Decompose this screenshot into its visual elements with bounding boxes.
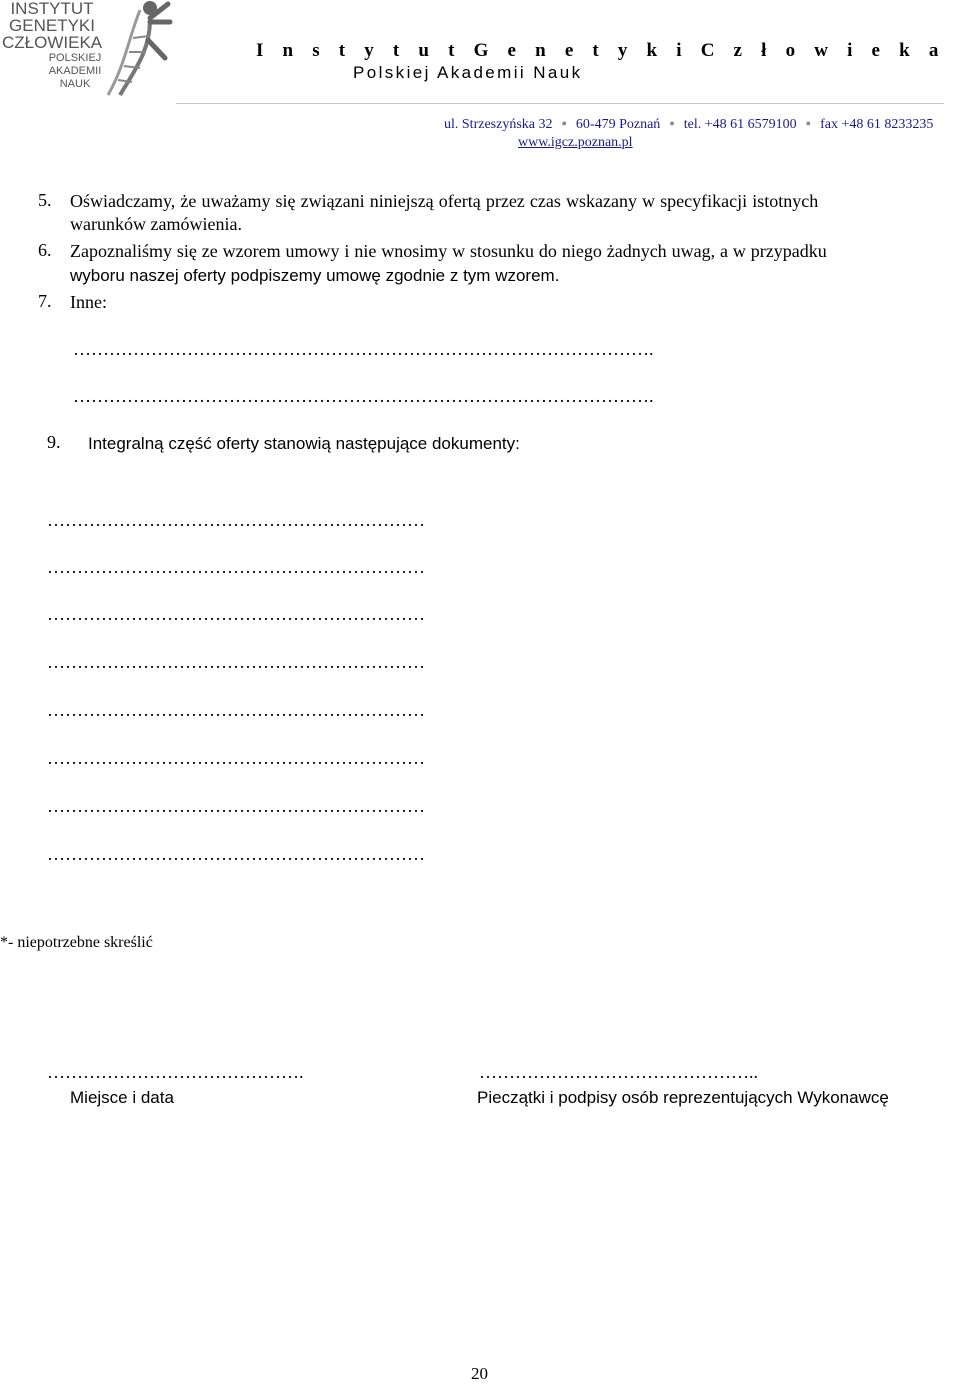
item-number: 7. — [38, 291, 52, 311]
contact-line — [444, 117, 933, 133]
logo-line: INSTYTUT — [10, 0, 94, 18]
document-line[interactable]: ……………………………………………………… — [47, 796, 425, 816]
item-number: 5. — [38, 190, 52, 210]
bullet-icon: ● — [561, 118, 567, 128]
place-date-label: Miejsce i data — [70, 1088, 174, 1107]
item5-text-line1: Oświadczamy, że uważamy się związani niniejszą ofertą przez czas wskazany w specyfikacji istotnych — [70, 191, 819, 211]
item5-text-line2: warunków zamówienia. — [70, 214, 242, 234]
bullet-icon: ● — [669, 118, 675, 128]
bullet-icon: ● — [805, 118, 812, 128]
document-line[interactable]: ……………………………………………………… — [47, 748, 425, 768]
header-divider — [176, 103, 944, 104]
item-number: 9. — [47, 432, 61, 452]
logo-line: POLSKIEJ — [48, 52, 102, 64]
institute-name: I n s t y t u t G e n e t y k i C z ł o w i e k a — [256, 40, 946, 61]
place-date-line[interactable]: ……………………………………. — [47, 1062, 304, 1082]
logo-line: AKADEMII — [48, 65, 102, 77]
signature-line[interactable]: ……………………………………….. — [479, 1062, 758, 1082]
item6-text-line1: Zapoznaliśmy się ze wzorem umowy i nie wnosimy w stosunku do niego żadnych uwag, a w przypadku — [70, 241, 827, 261]
item7-label: Inne: — [70, 292, 107, 312]
institute-logo — [0, 0, 175, 100]
item6-text-line2: wyboru naszej oferty podpiszemy umowę zgodnie z tym wzorem. — [70, 266, 560, 285]
institute-subtitle: Polskiej Akademii Nauk — [353, 63, 583, 82]
document-line[interactable]: ……………………………………………………… — [47, 652, 425, 672]
logo-line: CZŁOWIEKA — [2, 33, 103, 52]
phone: tel. +48 61 6579100 — [683, 117, 797, 132]
document-line[interactable]: ……………………………………………………… — [47, 557, 425, 577]
document-line[interactable]: ……………………………………………………… — [47, 510, 425, 530]
fax: fax +48 61 8233235 — [820, 117, 934, 132]
website-link[interactable]: www.igcz.poznan.pl — [518, 135, 633, 150]
postal-code: 60-479 Poznań — [575, 117, 661, 132]
footnote: *- niepotrzebne skreślić — [0, 934, 153, 951]
fill-in-line[interactable]: ……………………………………………………………………………………. — [73, 386, 654, 406]
address: ul. Strzeszyńska 32 — [444, 117, 553, 132]
item-number: 6. — [38, 240, 52, 260]
fill-in-line[interactable]: ……………………………………………………………………………………. — [73, 339, 654, 359]
page-number: 20 — [471, 1364, 488, 1383]
document-line[interactable]: ……………………………………………………… — [47, 604, 425, 624]
signature-label: Pieczątki i podpisy osób reprezentujących Wykonawcę — [477, 1088, 889, 1107]
logo-line: NAUK — [59, 78, 91, 90]
logo-line: GENETYKI — [9, 16, 95, 35]
document-line[interactable]: ……………………………………………………… — [47, 700, 425, 720]
document-line[interactable]: ……………………………………………………… — [47, 844, 425, 864]
item9-label: Integralną część oferty stanowią następujące dokumenty: — [88, 434, 520, 453]
